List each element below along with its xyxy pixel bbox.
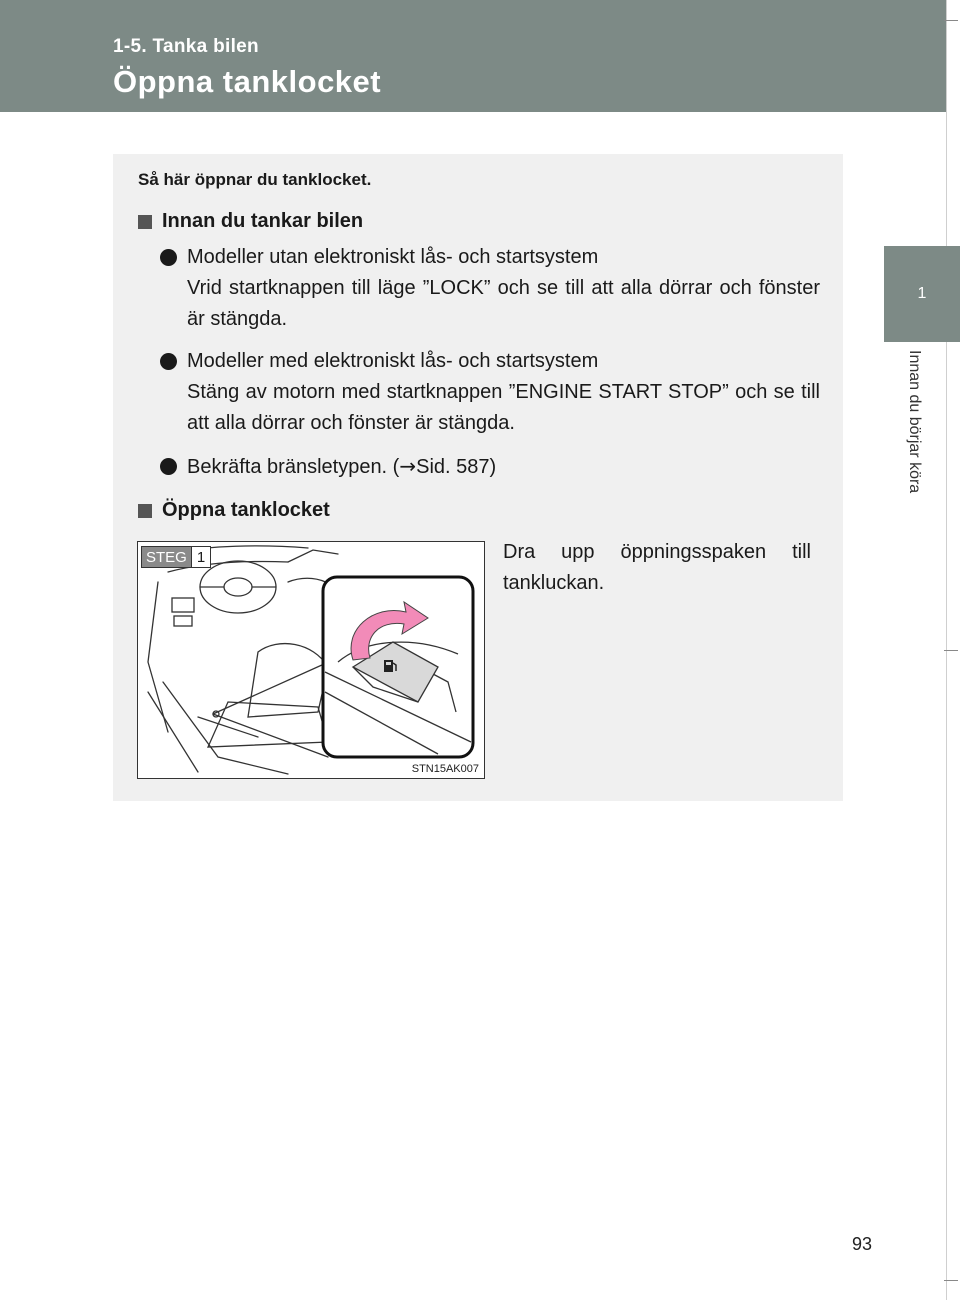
page-header [0, 0, 946, 112]
bullet-dot-icon [160, 353, 177, 370]
section-heading-before-refuel [138, 210, 363, 233]
bullet-body: Vrid startknappen till läge ”LOCK” och se till att alla dörrar och fönster är stängda. [187, 277, 820, 330]
page-number: 93 [851, 1234, 872, 1254]
page-reference-link[interactable]: Sid. 587) [416, 456, 497, 478]
step-badge [141, 546, 211, 568]
bullet-text: Bekräfta bränsletypen. ( [187, 456, 400, 478]
chapter-tab[interactable] [884, 246, 960, 342]
section-heading-open-fuel-cap [138, 499, 330, 522]
step-instruction: Dra upp öppningsspaken till tankluckan. [503, 541, 811, 594]
bullet-dot-icon [160, 249, 177, 266]
bullet-title: Modeller utan elektroniskt lås- och startsystem [187, 246, 599, 268]
page-title: Öppna tanklocket [113, 64, 382, 99]
step-number: 1 [191, 547, 210, 567]
bullet-item [160, 346, 820, 439]
step-label: STEG [142, 547, 191, 567]
section-heading-text: Öppna tanklocket [162, 499, 330, 521]
square-bullet-icon [138, 215, 152, 229]
chapter-number: 1 [917, 285, 927, 302]
square-bullet-icon [138, 504, 152, 518]
bullet-body: Stäng av motorn med startknappen ”ENGINE START STOP” och se till att alla dörrar och fönster är stängda. [187, 381, 820, 434]
bullet-title: Modeller med elektroniskt lås- och startsystem [187, 350, 599, 372]
arrow-right-icon: → [399, 454, 417, 478]
section-label: 1-5. Tanka bilen [113, 36, 259, 57]
figure-code: STN15AK007 [411, 763, 479, 775]
car-interior-drawing [138, 542, 484, 778]
bullet-item [160, 242, 820, 335]
intro-text: Så här öppnar du tanklocket. [138, 170, 372, 189]
section-heading-text: Innan du tankar bilen [162, 210, 364, 232]
trim-mark [944, 20, 958, 21]
chapter-side-title: Innan du börjar köra [906, 350, 923, 494]
trim-mark [944, 1280, 958, 1281]
trim-mark [944, 650, 958, 651]
fuel-door-lever-illustration [137, 541, 485, 779]
bullet-dot-icon [160, 458, 177, 475]
bullet-item [160, 451, 820, 483]
